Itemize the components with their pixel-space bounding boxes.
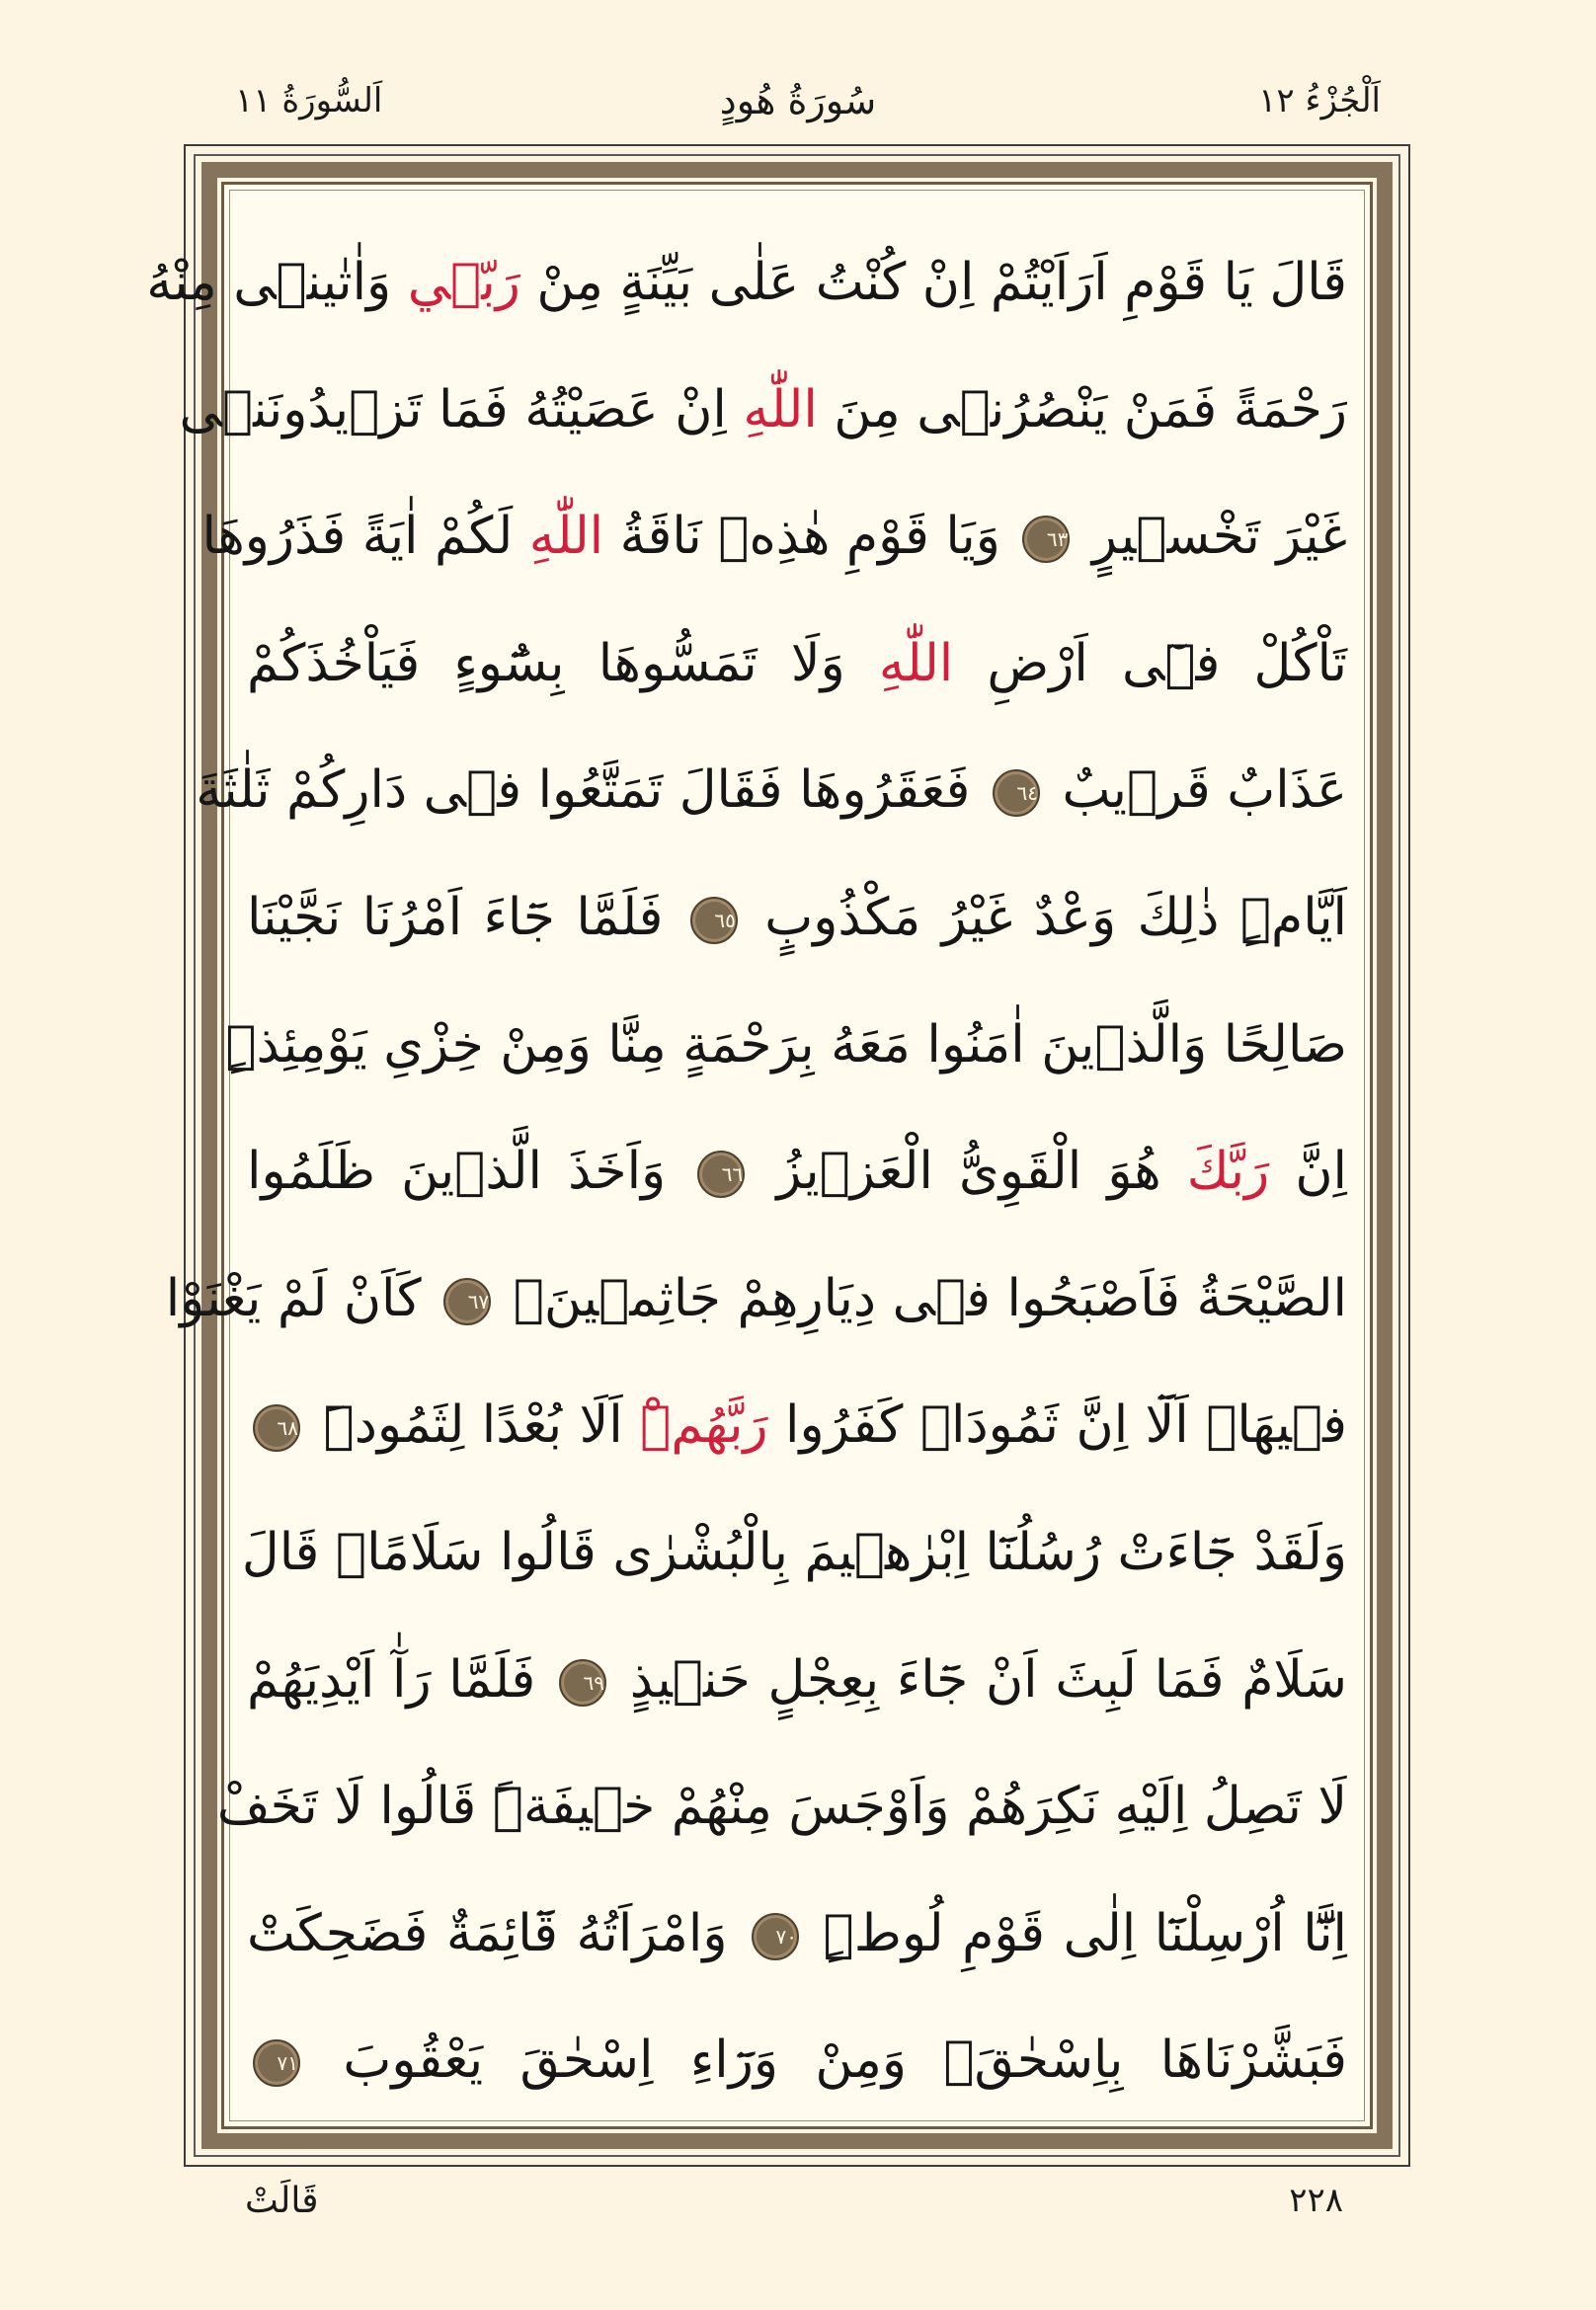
- verse-text: اِنْ عَصَيْتُهُ فَمَا تَزٖيدُونَنٖى: [179, 379, 744, 439]
- verse-text: فَلَمَّا رَآٰ اَيْدِيَهُمْ: [247, 1649, 554, 1710]
- divine-name-highlight: رَبَّكَ: [1186, 1142, 1270, 1202]
- text-line: [146, 219, 1347, 347]
- verse-text: قَالَ يَا قَوْمِ اَرَاَيْتُمْ اِنْ كُنْتُ عَلٰى بَيِّنَةٍ مِنْ: [519, 253, 1347, 312]
- verse-text: تَاْكُلْ فٖٓى اَرْضِ: [953, 633, 1348, 693]
- text-line: [247, 854, 1347, 982]
- verse-text: لَا تَصِلُ اِلَيْهِ نَكِرَهُمْ وَاَوْجَسَ مِنْهُمْ خٖيفَةًۜ قَالُوا لَا تَخَفْ: [216, 1777, 1347, 1837]
- ayah-marker: ٧١: [253, 2039, 300, 2087]
- text-line: [241, 1489, 1347, 1617]
- divine-name-highlight: اللّٰهِ: [528, 507, 604, 567]
- verse-text: اِنَّ: [1269, 1142, 1347, 1202]
- text-line: [247, 1617, 1347, 1744]
- verse-text: الصَّيْحَةُ فَاَصْبَحُوا فٖى دِيَارِهِمْ جَاثِمٖينَۙ: [497, 1268, 1347, 1328]
- juz-label: اَلْجُزْءُ ١٢: [1258, 81, 1381, 120]
- surah-title: سُورَةُ هُودٍ: [719, 79, 877, 122]
- verse-text: سَلَامٌ فَمَا لَبِثَ اَنْ جَٓاءَ بِعِجْلٍ حَنٖيذٍ: [612, 1649, 1347, 1710]
- divine-name-highlight: اللّٰهِ: [878, 633, 954, 693]
- verse-text: كَاَنْ لَمْ يَغْنَوْا: [165, 1268, 439, 1328]
- text-line: [216, 1743, 1347, 1871]
- ayah-marker: ٦٥: [690, 897, 738, 944]
- text-line: [165, 1235, 1347, 1363]
- text-line: [247, 600, 1347, 728]
- divine-name-highlight: رَبَّهُمْۜ: [640, 1395, 768, 1456]
- ayah-marker: ٦٤: [993, 769, 1040, 817]
- ayah-marker: ٦٣: [1022, 516, 1070, 563]
- verse-text: اَلَا بُعْدًا لِثَمُودَۜ: [306, 1395, 641, 1456]
- verse-text: رَحْمَةً فَمَنْ يَنْصُرُنٖى مِنَ: [817, 379, 1347, 439]
- text-line: [201, 473, 1347, 600]
- page-header: [0, 71, 1596, 130]
- verse-text: هُوَ الْقَوِىُّ الْعَزٖيزُ: [751, 1142, 1187, 1202]
- ayah-marker: ٦٧: [443, 1278, 491, 1325]
- verse-text: وَامْرَاَتُهُ قَٓائِمَةٌ فَضَحِكَتْ: [247, 1903, 746, 1963]
- divine-name-highlight: رَبّ۪ي: [407, 253, 520, 312]
- verse-text: وَلَقَدْ جَٓاءَتْ رُسُلُنَٓا اِبْرٰهٖيمَ بِالْبُشْرٰى قَالُوا سَلَامًاۜ قَالَ: [241, 1522, 1347, 1582]
- text-line: [196, 727, 1347, 854]
- verse-text: غَيْرَ تَخْسٖيرٍ: [1076, 507, 1347, 567]
- ayah-marker: ٦٦: [697, 1151, 745, 1198]
- verse-text: فٖيهَاۜ اَلَٓا اِنَّ ثَمُودَا۬ كَفَرُوا: [767, 1395, 1347, 1456]
- verse-text: وَاَخَذَ الَّذٖينَ ظَلَمُوا: [247, 1142, 692, 1202]
- catchword: قَالَتْ: [245, 2181, 319, 2221]
- divine-name-highlight: اللّٰهِ: [743, 379, 818, 439]
- text-line: [247, 1997, 1347, 2124]
- ayah-marker: ٦٩: [559, 1659, 606, 1707]
- ayah-marker: ٦٨: [253, 1404, 300, 1452]
- verse-text: فَبَشَّرْنَاهَا بِاِسْحٰقَۙ وَمِنْ وَرَٓاءِ اِسْحٰقَ يَعْقُوبَ: [306, 2031, 1347, 2091]
- verse-text: فَلَمَّا جَٓاءَ اَمْرُنَا نَجَّيْنَا: [247, 887, 684, 947]
- verse-text: صَالِحًا وَالَّذٖينَ اٰمَنُوا مَعَهُ بِرَحْمَةٍ مِنَّا وَمِنْ خِزْىِ يَوْمِئِذٍۜ: [225, 1014, 1347, 1075]
- verse-text: اِنَّٓا اُرْسِلْنَٓا اِلٰى قَوْمِ لُوطٍۜ: [805, 1903, 1347, 1963]
- verse-text: وَلَا تَمَسُّوهَا بِسُٓوءٍ فَيَاْخُذَكُمْ: [247, 633, 879, 693]
- quran-text-block: [146, 219, 1348, 2124]
- verse-text: وَاٰتٰينٖى مِنْهُ: [146, 253, 408, 312]
- text-line: [247, 1108, 1347, 1235]
- text-line: [247, 1362, 1347, 1489]
- page-number: ٢٢٨: [1289, 2181, 1343, 2220]
- text-line: [179, 347, 1347, 474]
- verse-text: فَعَقَرُوهَا فَقَالَ تَمَتَّعُوا فٖى دَارِكُمْ ثَلٰثَةَ: [196, 760, 987, 821]
- verse-text: وَيَا قَوْمِ هٰذِهٖ نَاقَةُ: [603, 507, 1017, 567]
- verse-text: عَذَابٌ قَرٖيبٌ: [1045, 760, 1347, 821]
- verse-text: اَيَّامٍۜ ذٰلِكَ وَعْدٌ غَيْرُ مَكْذُوبٍ: [743, 887, 1348, 947]
- text-line: [247, 1871, 1347, 1998]
- text-line: [225, 982, 1347, 1109]
- ayah-marker: ٧٠: [752, 1913, 799, 1960]
- verse-text: لَكُمْ اٰيَةً فَذَرُوهَا: [201, 507, 529, 567]
- surah-number-label: اَلسُّورَةُ ١١: [235, 81, 383, 120]
